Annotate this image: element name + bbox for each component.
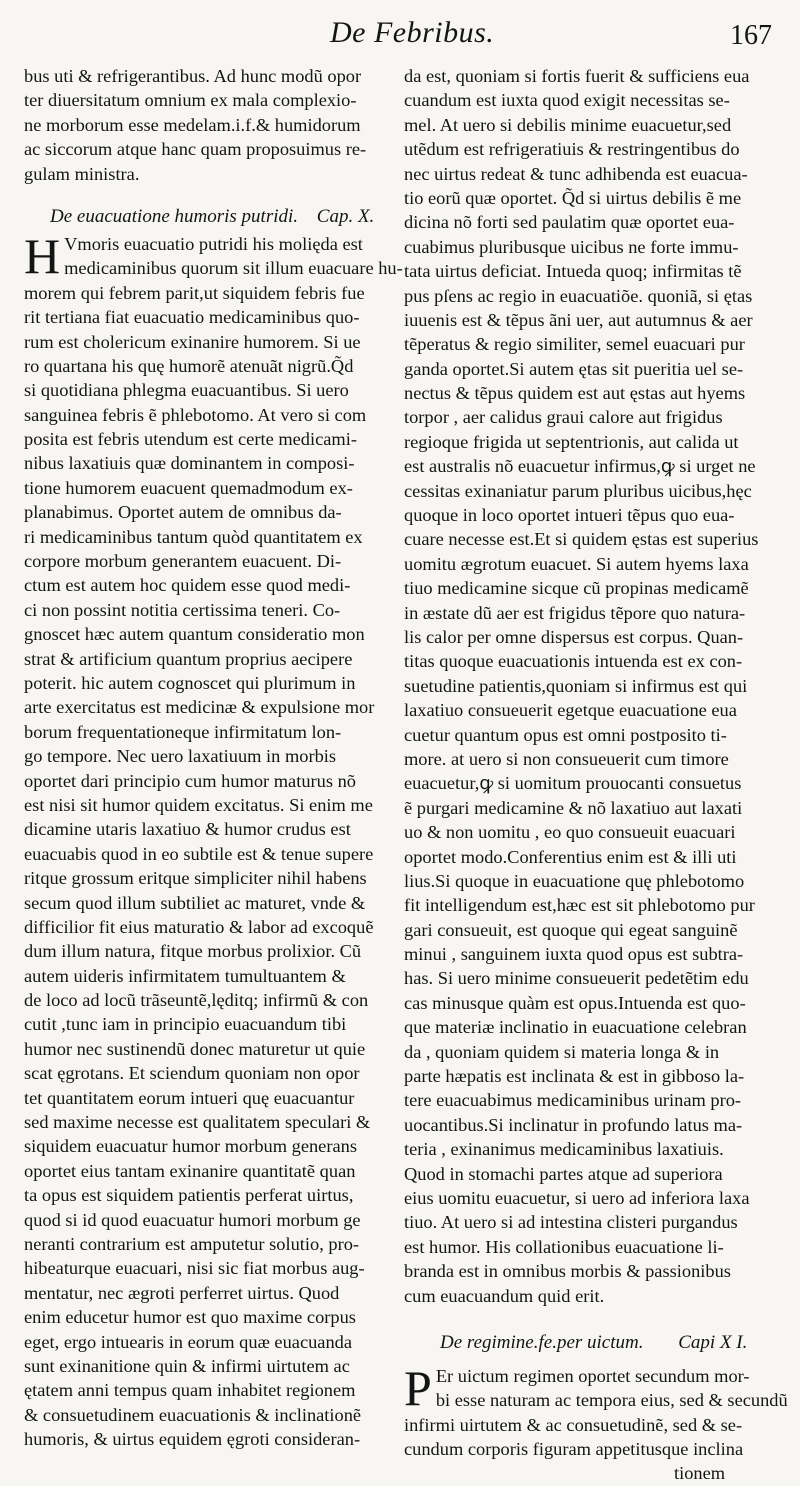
- text-line: est australis nõ euacuetur infirmus,ꝙ si urget ne: [404, 456, 756, 477]
- text-line: suetudine patientis,quoniam si infirmus est qui: [404, 675, 748, 696]
- text-line: sanguinea febris ẽ phlebotomo. At vero si com: [24, 404, 367, 425]
- text-line: dicina nõ forti sed paulatim quæ oportet eua-: [404, 212, 735, 233]
- text-line: minui , sanguinem iuxta quod opus est subtra-: [404, 944, 744, 965]
- spacer: [404, 1308, 780, 1328]
- text-line: cundum corporis figuram appetitusque inclina: [404, 1439, 744, 1460]
- text-line: fit intelligendum est,hæc est sit phlebotomo pur: [404, 895, 755, 916]
- text-line: secum quod illum subtiliet ac maturet, vnde &: [24, 892, 366, 913]
- chapter-x-lines: [24, 227, 403, 1452]
- text-line: corpore morbum generantem euacuent. Di-: [24, 551, 342, 572]
- text-line: que materiæ inclinatio in euacuatione celebran: [404, 1017, 747, 1038]
- text-line: dum illum natura, fitque morbus prolixior. Cũ: [24, 941, 362, 962]
- text-line: lius.Si quoque in euacuatione quę phlebotomo: [404, 870, 745, 891]
- text-line: euacuetur,ꝙ si uomitum prouocanti consuetus: [404, 773, 742, 794]
- text-line: oportet modo.Conferentius enim est & illi uti: [404, 846, 737, 867]
- text-line: mel. At uero si debilis minime euacuetur,sed: [404, 114, 732, 135]
- text-line: tionem: [674, 1463, 726, 1484]
- text-line: mentatur, nec ægroti perferret uirtus. Quod: [24, 1282, 340, 1303]
- intro-paragraph: [24, 64, 396, 186]
- text-line: uocantibus.Si inclinatur in profundo latus ma-: [404, 1114, 743, 1135]
- text-line: nec uirtus redeat & tunc adhibenda est euacua-: [404, 163, 748, 184]
- text-line: scat ęgrotans. Et sciendum quoniam non opor: [24, 1063, 360, 1084]
- text-line: oportet dari principio cum humor maturus nõ: [24, 770, 356, 791]
- drop-capital: H: [24, 227, 61, 284]
- text-line: branda est in omnibus morbis & passionibus: [404, 1261, 731, 1282]
- text-line: tiuo medicamine sicque cũ propinas medicamẽ: [404, 578, 749, 599]
- text-line: ter diuersitatum omnium ex mala complexio-: [24, 90, 357, 111]
- text-line: sunt exinanitione quin & infirmi uirtutem ac: [24, 1355, 350, 1376]
- text-line: parte hæpatis est inclinata & est in gibboso la-: [404, 1066, 745, 1087]
- text-line: torpor , aer calidus graui calore aut frigidus: [404, 407, 723, 428]
- chapter-xi-lines: [404, 1359, 788, 1462]
- text-line: in æstate dũ aer est frigidus tẽpore quo natura-: [404, 602, 746, 623]
- running-head-title: De Febribus.: [330, 16, 495, 49]
- chapter-xi-body: [404, 1359, 788, 1486]
- text-line: eget, ergo intuearis in eorum quæ euacuanda: [24, 1331, 353, 1352]
- text-line: poterit. hic autem cognoscet qui plurimum in: [24, 672, 356, 693]
- text-line: autem uideris infirmitatem tumultuantem &: [24, 965, 346, 986]
- text-line: humor nec sustinendũ donec maturetur ut quie: [24, 1038, 366, 1059]
- text-line: has. Si uero minime consueuerit pedetẽtim edu: [404, 968, 749, 989]
- text-line: bi esse naturam ac tempora eius, sed & secundũ: [435, 1390, 788, 1411]
- text-line: difficilior fit eius maturatio & labor ad excoquẽ: [24, 916, 374, 937]
- text-line: bus uti & refrigerantibus. Ad hunc modũ opor: [24, 66, 362, 86]
- page-number: 167: [730, 20, 772, 51]
- chapter-x-body: [24, 227, 403, 1452]
- text-line: ci non possint notitia certissima teneri. Co-: [24, 599, 341, 620]
- text-line: iuuenis est & tẽpus ãni uer, aut autumnus & aer: [404, 309, 753, 330]
- right-column: [404, 64, 788, 1486]
- text-line: dicamine utaris laxatiuo & humor crudus est: [24, 819, 351, 840]
- text-line: medicaminibus quorum sit illum euacuare hu-: [64, 258, 403, 279]
- text-line: tet quantitatem eorum intueri quę euacuantur: [24, 1087, 355, 1108]
- continuation-paragraph: [404, 64, 780, 1308]
- text-line: sed maxime necesse est qualitatem speculari &: [24, 1112, 371, 1133]
- chapter-heading-xi: [404, 1328, 780, 1358]
- text-line: arte exercitatus est medicinæ & expulsione mor: [24, 697, 375, 718]
- text-line: cas minusque quàm est opus.Intuenda est quo-: [404, 992, 746, 1013]
- text-line: ganda oportet.Si autem ętas sit pueritia uel se-: [404, 358, 744, 379]
- text-line: eius uomitu euacuetur, si uero ad inferiora laxa: [404, 1187, 750, 1208]
- text-line: pus pſens ac regio in euacuatiõe. quoniã, si ętas: [404, 285, 753, 306]
- text-line: Er uictum regimen oportet secundum mor-: [435, 1365, 750, 1386]
- text-line: cuandum est iuxta quod exigit necessitas se-: [404, 90, 730, 111]
- text-line: go tempore. Nec uero laxatiuum in morbis: [24, 746, 337, 767]
- text-line: de loco ad locũ trãseuntẽ,lęditq; infirmũ & con: [24, 990, 369, 1011]
- text-line: ta opus est siquidem patientis perferat uirtus,: [24, 1185, 354, 1206]
- text-line: da est, quoniam si fortis fuerit & sufficiens eua: [404, 66, 750, 86]
- text-line: regioque frigida ut septentrionis, aut calida ut: [404, 431, 739, 452]
- text-line: humoris, & uirtus equidem ęgroti consideran-: [24, 1429, 361, 1450]
- text-line: cutit ,tunc iam in principio euacuandum tibi: [24, 1014, 347, 1035]
- text-line: rit tertiana fiat euacuatio medicaminibus quo-: [24, 307, 360, 328]
- text-line: titas quoque euacuationis intuenda est ex con-: [404, 651, 743, 672]
- text-line: uomitu ægrotum euacuet. Si autem hyems laxa: [404, 553, 749, 574]
- text-line: euacuabis quod in eo subtile est & tenue supere: [24, 843, 374, 864]
- text-line: Vmoris euacuatio putridi his molięda est: [64, 233, 363, 254]
- text-line: quod si id quod euacuatur humori morbum ge: [24, 1209, 361, 1230]
- text-line: ritque grossum eritque simpliciter nihil habens: [24, 868, 367, 889]
- text-line: lis calor per omne dispersus est corpus. Quan-: [404, 626, 744, 647]
- text-line: tere euacuabimus medicaminibus urinam pro-: [404, 1090, 742, 1111]
- text-line: Quod in stomachi partes atque ad superiora: [404, 1163, 723, 1184]
- text-line: quoque in loco oportet intueri tẽpus quo eua-: [404, 505, 735, 526]
- chapter-heading-x: [24, 202, 396, 232]
- text-line: tẽperatus & regio similiter, semel euacuari pur: [404, 334, 745, 355]
- text-line: tata uirtus deficiat. Intueda quoq; infirmitas tẽ: [404, 261, 742, 282]
- text-line: gulam ministra.: [24, 163, 140, 184]
- text-line: posita est febris utendum est certe medicami-: [24, 429, 357, 450]
- text-line: ętatem anni tempus quam inhabitet regionem: [24, 1380, 356, 1401]
- text-line: ri medicaminibus tantum quòd quantitatem ex: [24, 526, 363, 547]
- text-line: si quotidiana phlegma euacuantibus. Si uero: [24, 380, 349, 401]
- chapter-label: Cap. X.: [316, 205, 375, 227]
- text-line: ctum est autem hoc quidem esse quod medi-: [24, 575, 351, 596]
- text-line: hibeaturque euacuari, nisi sic fiat morbus aug-: [24, 1258, 365, 1279]
- text-line: morem qui febrem parit,ut siquidem febris fue: [24, 282, 365, 303]
- text-line: planabimus. Oportet autem de omnibus da-: [24, 502, 342, 523]
- text-line: cessitas exinaniatur parum pluribus uicibus,hęc: [404, 480, 752, 501]
- text-line: cuetur quantum opus est omni postposito ti-: [404, 724, 727, 745]
- chapter-heading-text: De euacuatione humoris putridi.: [50, 205, 299, 227]
- text-line: est nisi sit humor quidem excitatus. Si enim me: [24, 794, 373, 815]
- text-line: teria , exinanimus medicaminibus laxatiuis.: [404, 1139, 724, 1160]
- text-line: cuabimus pluribusque uicibus ne forte immu-: [404, 236, 739, 257]
- text-line: infirmi uirtutem & ac consuetudinẽ, sed & se-: [404, 1414, 743, 1435]
- text-line: utẽdum est refrigeratiuis & restringentibus do: [404, 139, 740, 160]
- spacer: [24, 186, 396, 202]
- text-line: ẽ purgari medicamine & nõ laxatiuo aut laxati: [404, 797, 743, 818]
- text-line: enim educetur humor est quo maxime corpus: [24, 1307, 356, 1328]
- text-line: cuare necesse est.Et si quidem ęstas est superius: [404, 529, 759, 550]
- text-line: gnoscet hæc autem quantum consideratio mon: [24, 624, 365, 645]
- text-line: rum est cholericum exinanire humorem. Si ue: [24, 331, 361, 352]
- text-line: siquidem euacuatur humor morbum generans: [24, 1136, 357, 1157]
- chapter-heading-text: De regimine.fe.per uictum.: [440, 1331, 644, 1353]
- text-line: ne morborum esse medelam.i.f.& humidorum: [24, 114, 361, 135]
- text-line: est humor. His collationibus euacuatione li-: [404, 1236, 724, 1257]
- text-line: ac siccorum atque hanc quam proposuimus re-: [24, 139, 367, 160]
- text-line: tiuo. At uero si ad intestina clisteri purgandus: [404, 1212, 738, 1233]
- text-line: more. at uero si non consueuerit cum timore: [404, 748, 729, 769]
- text-line: cum euacuandum quid erit.: [404, 1285, 605, 1306]
- text-line: & consuetudinem euacuationis & inclinationẽ: [24, 1404, 362, 1425]
- text-line: oportet eius tantam exinanire quantitatẽ quan: [24, 1160, 356, 1181]
- text-line: borum frequentationeque infirmitatum lon-: [24, 721, 342, 742]
- text-line: da , quoniam quidem si materia longa & in: [404, 1041, 720, 1062]
- text-line: nectus & tẽpus quidem est aut ęstas aut hyems: [404, 383, 746, 404]
- text-line: gari consueuit, est quoque qui egeat sanguinẽ: [404, 919, 738, 940]
- text-line: neranti contrarium est amputetur solutio, pro-: [24, 1233, 360, 1254]
- text-line: ro quartana his quę humorẽ atenuãt nigrũ.Q̃d: [24, 355, 354, 376]
- text-line: strat & artificium quantum proprius aecipere: [24, 648, 353, 669]
- left-column: [24, 64, 403, 1451]
- text-line: laxatiuo consueuerit egetque euacuatione eua: [404, 700, 737, 721]
- text-line: nibus laxatiuis quæ dominantem in composi-: [24, 453, 355, 474]
- drop-capital: P: [404, 1359, 432, 1416]
- text-line: tione humorem euacuent quemadmodum ex-: [24, 477, 353, 498]
- text-line: uo & non uomitu , eo quo consueuit euacuari: [404, 822, 736, 843]
- chapter-label: Capi X I.: [678, 1331, 748, 1353]
- text-line: tio eorũ quæ oportet. Q̃d si uirtus debilis ẽ me: [404, 187, 742, 208]
